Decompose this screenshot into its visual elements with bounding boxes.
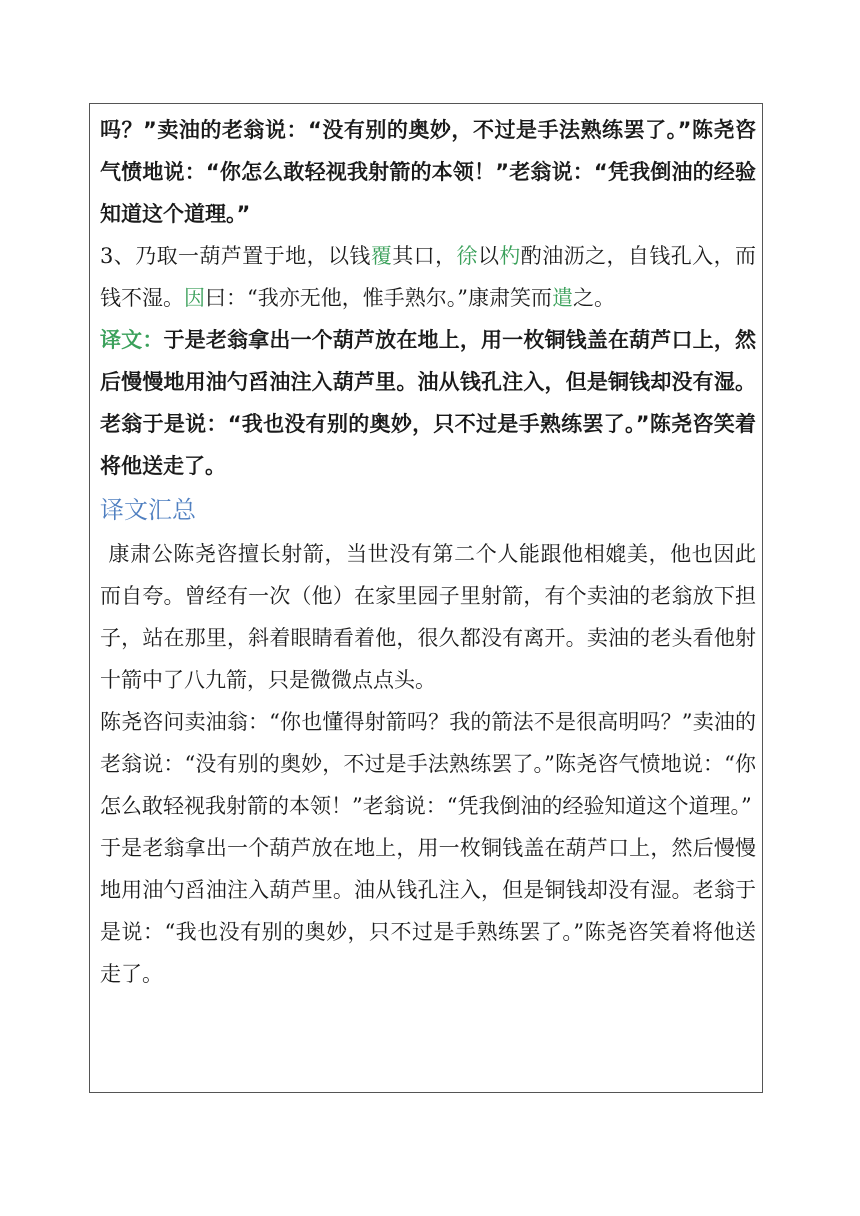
translation-text: 于是老翁拿出一个葫芦放在地上，用一枚铜钱盖在葫芦口上，然后慢慢地用油勺舀油注入葫芦里。油从钱孔注入，但是铜钱却没有湿。老翁于是说：“我也没有别的奥妙，只不过是手熟练罢了。”陈尧咨笑着将他送走了。 xyxy=(100,328,756,478)
classical-text-segment: 以 xyxy=(477,244,500,268)
keyword-highlight: 因 xyxy=(184,286,205,310)
classical-text-segment: 其口， xyxy=(392,244,457,268)
translation-label: 译文： xyxy=(100,328,164,352)
classical-text-segment: 酌油沥之，自钱孔入，而钱不湿。 xyxy=(100,244,757,310)
classical-text-item-3 xyxy=(100,235,756,319)
summary-paragraph-3: 于是老翁拿出一个葫芦放在地上，用一枚铜钱盖在葫芦口上，然后慢慢地用油勺舀油注入葫芦里。油从钱孔注入，但是铜钱却没有湿。老翁于是说：“我也没有别的奥妙，只不过是手熟练罢了。”陈尧咨笑着将他送走了。 xyxy=(100,836,756,986)
keyword-highlight: 覆 xyxy=(370,244,393,268)
classical-text-segment: 曰：“我亦无他，惟手熟尔。”康肃笑而 xyxy=(205,286,552,310)
translation-continued: 吗？”卖油的老翁说：“没有别的奥妙，不过是手法熟练罢了。”陈尧咨气愤地说：“你怎么敢轻视我射箭的本领！”老翁说：“凭我倒油的经验知道这个道理。” xyxy=(100,118,756,226)
classical-text-segment: 3、乃取一葫芦置于地，以钱 xyxy=(100,244,371,268)
summary-heading: 译文汇总 xyxy=(100,496,196,524)
summary-paragraph-1: 康肃公陈尧咨擅长射箭，当世没有第二个人能跟他相媲美，他也因此而自夸。曾经有一次（他）在家里园子里射箭，有个卖油的老翁放下担子，站在那里，斜着眼睛看着他，很久都没有离开。卖油的老头看他射十箭中了八九箭，只是微微点点头。 xyxy=(100,542,756,692)
document-frame xyxy=(89,103,763,1093)
translation-item-3 xyxy=(100,319,756,487)
classical-text-segment: 之。 xyxy=(572,286,615,310)
keyword-highlight: 遣 xyxy=(551,286,573,310)
summary-paragraph-2: 陈尧咨问卖油翁：“你也懂得射箭吗？我的箭法不是很高明吗？”卖油的老翁说：“没有别的奥妙，不过是手法熟练罢了。”陈尧咨气愤地说：“你怎么敢轻视我射箭的本领！”老翁说：“凭我倒油的经验知道这个道理。” xyxy=(100,710,756,818)
keyword-highlight: 徐 xyxy=(456,244,478,268)
keyword-highlight: 杓 xyxy=(499,244,521,268)
